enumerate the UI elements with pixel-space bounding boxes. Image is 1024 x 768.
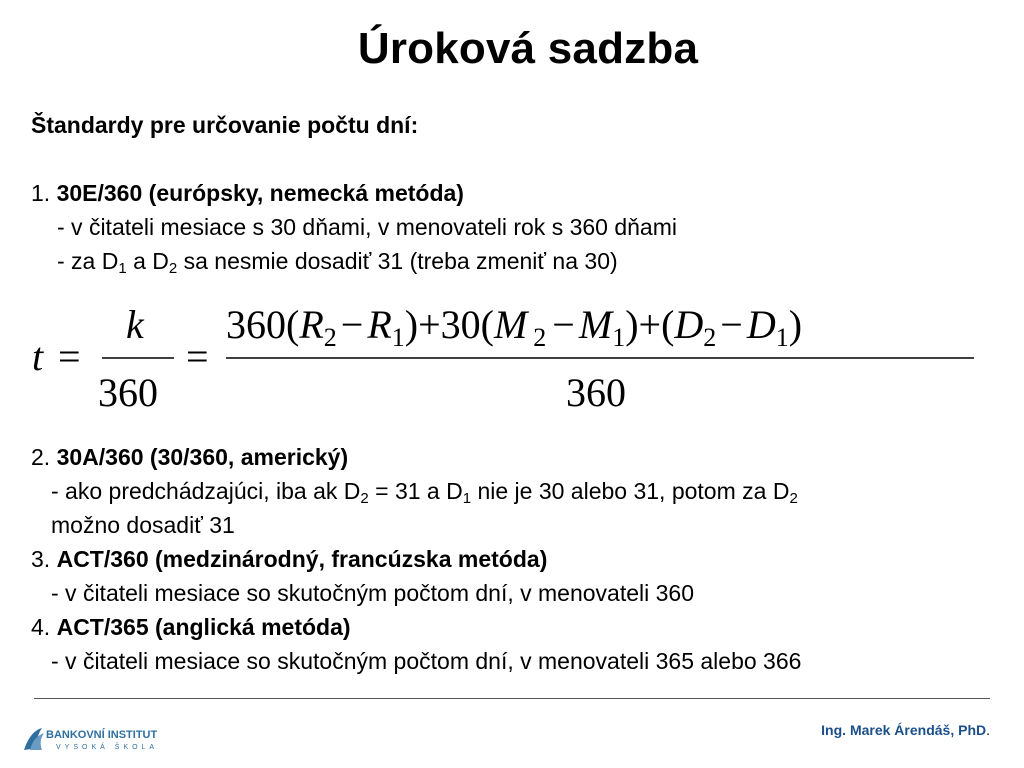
logo-text-sub: VYSOKÁ ŠKOLA (56, 744, 159, 751)
formula-den-2: 360 (566, 370, 626, 415)
formula-eq-1: = (58, 334, 81, 379)
formula-den-1: 360 (98, 370, 158, 415)
slide-body (31, 108, 1001, 278)
item-2-title: 2. 30A/360 (30/360, americký) (31, 444, 349, 470)
item-1-desc-1: - v čitateli mesiace s 30 dňami, v menovateli rok s 360 dňami (57, 214, 677, 240)
slide-title: Úroková sadzba (357, 24, 699, 73)
item-1-desc-2: - za $D_1$ a $D_2$ sa nesmie dosadiť 31 (treba zmeniť na 30) (57, 248, 618, 277)
formula-svg (30, 300, 990, 420)
item-2-desc-2: možno dosadiť 31 (51, 512, 235, 538)
footer-divider (34, 698, 990, 699)
author-name: Ing. Marek Árendáš, PhD. (821, 722, 990, 738)
formula-eq-2: = (186, 334, 209, 379)
item-3-desc-1: - v čitateli mesiace so skutočným počtom dní, v menovateli 360 (51, 580, 695, 606)
formula-numerator: $360(R_2 - R_1)+30(M$ $_2 - M_1)+(D_2 - D_1)$ (226, 302, 803, 352)
formula-t: t (32, 334, 44, 379)
item-4-desc-1: - v čitateli mesiace so skutočným počtom dní, v menovateli 365 alebo 366 (51, 648, 802, 674)
item-3-title: 3. ACT/360 (medzinárodný, francúzska metóda) (31, 546, 548, 572)
item-2-desc-1: - ako predchádzajúci, iba ak $D_2 = 31$ a $D_1$ nie je 30 alebo 31, potom za $D_2$ (51, 478, 798, 507)
item-1-title: 1. 30E/360 (európsky, nemecká metóda) (31, 180, 464, 206)
logo-mark-icon (22, 724, 192, 754)
logo-text-main: BANKOVNÍ INSTITUT (46, 729, 158, 741)
slide-body-2 (31, 440, 1001, 678)
item-4-title: 4. ACT/365 (anglická metóda) (31, 614, 351, 640)
formula-k: k (126, 302, 144, 347)
day-count-formula (30, 300, 990, 425)
bankovni-institut-logo (22, 724, 192, 754)
section-heading: Štandardy pre určovanie počtu dní: (31, 112, 419, 138)
